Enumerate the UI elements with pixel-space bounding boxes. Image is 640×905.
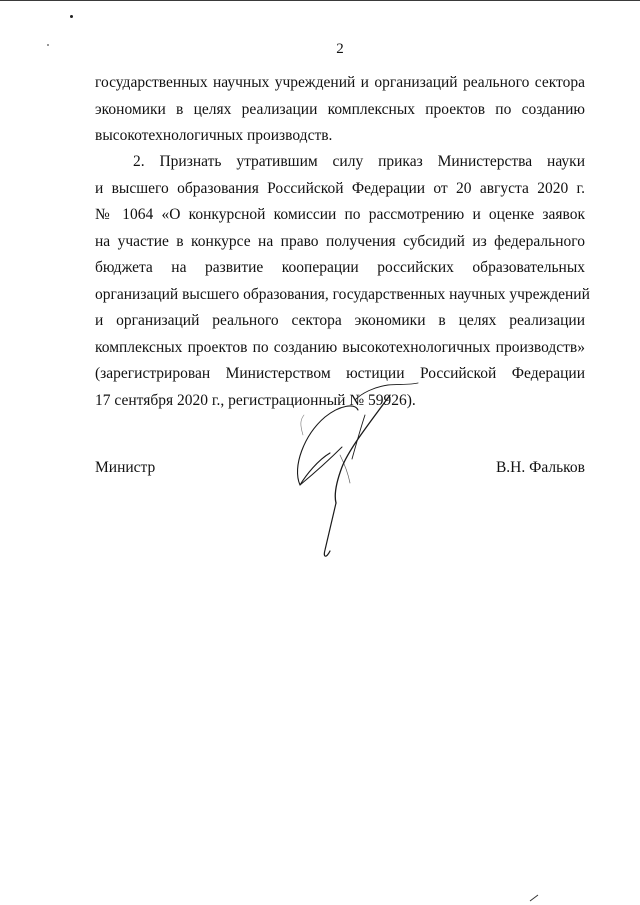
page-number: 2 (336, 41, 344, 57)
signer-title: Министр (95, 459, 156, 476)
text-line: высокотехнологичных производств. (95, 127, 333, 144)
scan-speck (70, 15, 73, 18)
text-line: 2. Признать утратившим силу приказ Министерства науки (133, 153, 585, 170)
text-line: (зарегистрирован Министерством юстиции Российской Федерации (95, 365, 585, 382)
signer-name: В.Н. Фальков (495, 459, 585, 476)
text-line: и организаций реального сектора экономики в целях реализации (95, 312, 585, 329)
text-line: государственных научных учреждений и организаций реального сектора (95, 74, 585, 91)
text-line: бюджета на развитие кооперации российских образовательных (95, 259, 585, 276)
page-top-edge (0, 0, 640, 1)
text-line: № 1064 «О конкурсной комиссии по рассмотрению и оценке заявок (95, 206, 585, 223)
text-line: на участие в конкурсе на право получения субсидий из федерального (95, 232, 585, 250)
continuation-paragraph (95, 70, 585, 150)
text-line: 17 сентября 2020 г., регистрационный № 59926). (95, 391, 416, 409)
text-line: и высшего образования Российской Федерации от 20 августа 2020 г. (95, 179, 585, 197)
handwritten-signature (270, 375, 420, 575)
text-line: организаций высшего образования, государственных научных учреждений (95, 285, 590, 303)
text-line: экономики в целях реализации комплексных проектов по созданию (95, 100, 585, 118)
scan-mark (528, 893, 540, 903)
text-line: комплексных проектов по созданию высокотехнологичных производств» (95, 338, 585, 356)
